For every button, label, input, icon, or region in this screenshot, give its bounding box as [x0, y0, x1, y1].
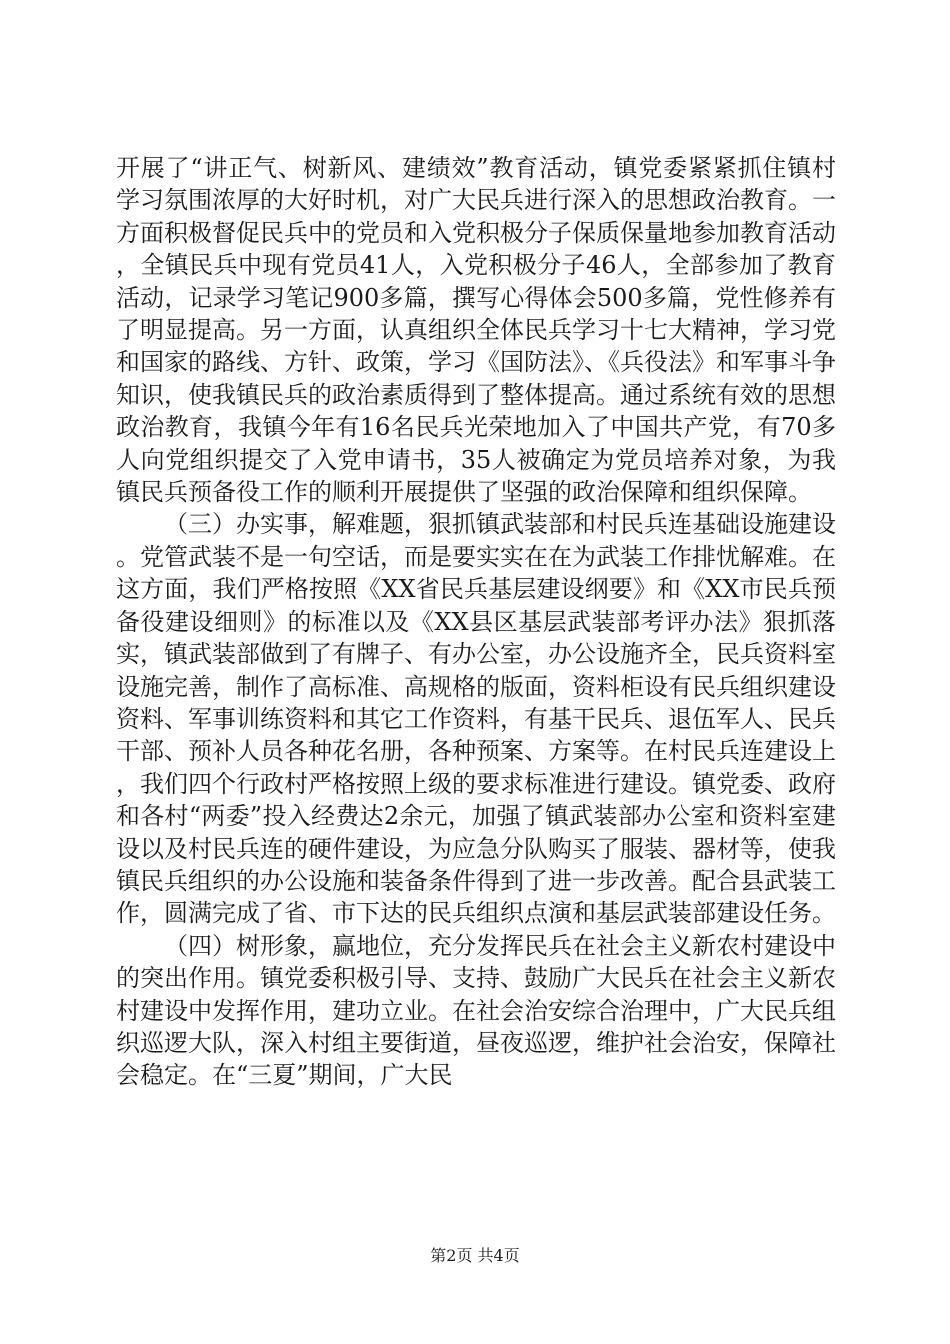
paragraph-new-countryside: （四）树形象，赢地位，充分发挥民兵在社会主义新农村建设中的突出作用。镇党委积极引导、支持、鼓励广大民兵在社会主义新农村建设中发挥作用，建功立业。在社会治安综合治理中，广大民兵组织巡逻大队，深入村组主要街道，昼夜巡逻，维护社会治安，保障社会稳定。在“三夏”期间，广大民 — [116, 931, 836, 1090]
paragraph-political-education: 开展了“讲正气、树新风、建绩效”教育活动，镇党委紧紧抓住镇村学习氛围浓厚的大好时机，对广大民兵进行深入的思想政治教育。一方面积极督促民兵中的党员和入党积极分子保质保量地参加教育活动，全镇民兵中现有党员41人，入党积极分子46人，全部参加了教育活动，记录学习笔记900多篇，撰写心得体会500多篇，党性修养有了明显提高。另一方面，认真组织全体民兵学习十七大精神，学习党和国家的路线、方针、政策，学习《国防法》、《兵役法》和军事斗争知识，使我镇民兵的政治素质得到了整体提高。通过系统有效的思想政治教育，我镇今年有16名民兵光荣地加入了中国共产党，有70多人向党组织提交了入党申请书，35人被确定为党员培养对象，为我镇民兵预备役工作的顺利开展提供了坚强的政治保障和组织保障。 — [116, 154, 836, 507]
paragraph-infrastructure: （三）办实事，解难题，狠抓镇武装部和村民兵连基础设施建设。党管武装不是一句空话，而是要实实在在为武装工作排忧解难。在这方面，我们严格按照《XX省民兵基层建设纲要》和《XX市民兵预备役建设细则》的标准以及《XX县区基层武装部考评办法》狠抓落实，镇武装部做到了有牌子、有办公室，办公设施齐全，民兵资料室设施完善，制作了高标准、高规格的版面，资料柜设有民兵组织建设资料、军事训练资料和其它工作资料，有基干民兵、退伍军人、民兵干部、预补人员各种花名册，各种预案、方案等。在村民兵连建设上，我们四个行政村严格按照上级的要求标准进行建设。镇党委、政府和各村“两委”投入经费达2余元，加强了镇武装部办公室和资料室建设以及村民兵连的硬件建设，为应急分队购买了服装、器材等，使我镇民兵组织的办公设施和装备条件得到了进一步改善。配合县武装工作，圆满完成了省、市下达的民兵组织点演和基层武装部建设任务。 — [116, 510, 836, 928]
document-body — [116, 152, 836, 1092]
page-number-footer: 第2页 共4页 — [430, 1246, 520, 1265]
